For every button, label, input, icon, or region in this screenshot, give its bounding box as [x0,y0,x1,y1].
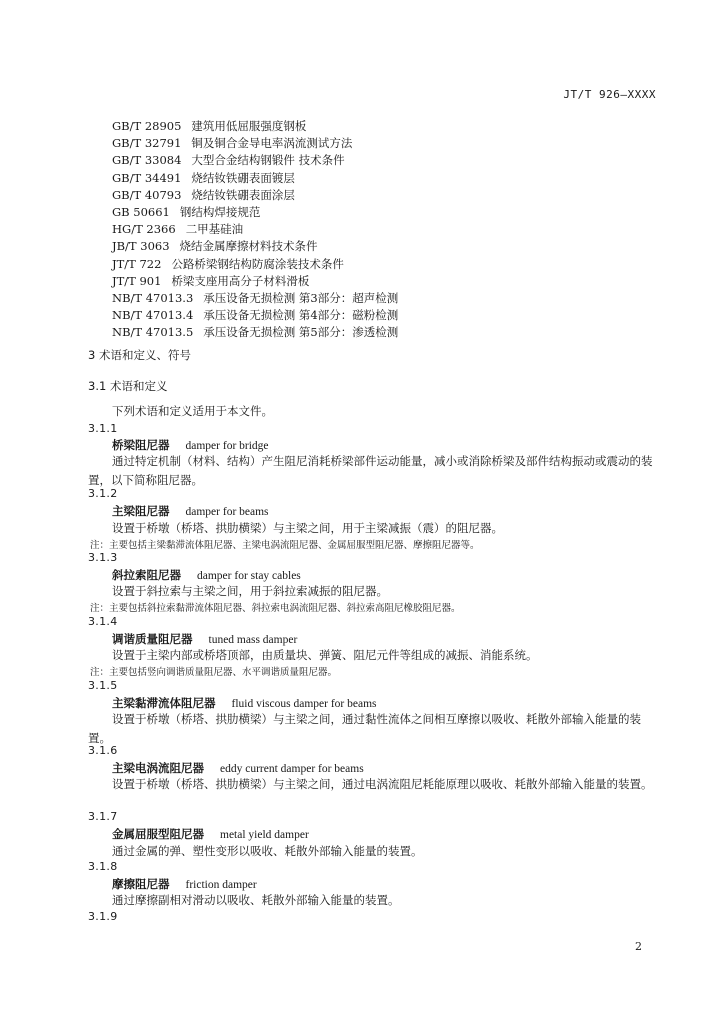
reference-code: NB/T 47013.3 [112,290,194,305]
reference-code: GB/T 40793 [112,187,182,202]
reference-item [112,170,398,187]
term-english: damper for stay cables [197,570,301,582]
section-heading: 3 术语和定义、符号 [88,348,191,362]
reference-code: JT/T 722 [112,256,162,271]
subsection-heading: 3.1 术语和定义 [88,379,168,393]
term-definition: 设置于斜拉索与主梁之间，用于斜拉索减振的阻尼器。 [112,584,388,598]
term-definition: 设置于桥墩（桥塔、拱肋横梁）与主梁之间，通过黏性流体之间相互摩擦以吸收、耗散外部输入能量的装置。 [88,712,641,745]
reference-item [112,324,398,341]
reference-item [112,238,398,255]
term-note: 注：主要包括主梁黏滞流体阻尼器、主梁电涡流阻尼器、金属屈服型阻尼器、摩擦阻尼器等。 [90,540,480,551]
term-definition: 设置于桥墩（桥塔、拱肋横梁）与主梁之间，通过电涡流阻尼耗能原理以吸收、耗散外部输入能量的装置。 [112,777,653,791]
reference-item [112,273,398,290]
term-number: 3.1.8 [88,860,118,873]
term-entry [112,437,269,453]
page-number: 2 [635,940,642,953]
intro-text: 下列术语和定义适用于本文件。 [112,404,273,418]
reference-code: NB/T 47013.5 [112,325,194,340]
reference-title: 烧结钕铁硼表面镀层 [191,170,295,185]
term-entry [112,826,309,842]
term-definition: 通过特定机制（材料、结构）产生阻尼消耗桥梁部件运动能量，减小或消除桥梁及部件结构振动或震动的装置，以下简称阻尼器。 [88,454,653,487]
reference-item [112,290,398,307]
reference-title: 大型合金结构钢锻件 技术条件 [191,153,345,168]
term-entry [112,876,257,892]
term-english: friction damper [185,879,257,891]
reference-item [112,204,398,221]
term-number: 3.1.1 [88,422,118,435]
normative-references-list [112,118,398,341]
term-number: 3.1.2 [88,487,118,500]
reference-code: NB/T 47013.4 [112,308,194,323]
term-number: 3.1.5 [88,679,118,692]
reference-title: 承压设备无损检测 第3部分：超声检测 [203,290,399,305]
term-entry [112,631,297,647]
reference-code: GB/T 34491 [112,170,182,185]
reference-title: 二甲基硅油 [185,222,244,237]
term-chinese: 调谐质量阻尼器 [112,632,193,646]
reference-title: 铜及铜合金导电率涡流测试方法 [191,136,353,151]
term-english: damper for bridge [185,440,269,452]
term-entry [112,567,301,583]
term-chinese: 主梁黏滞流体阻尼器 [112,696,216,710]
term-english: damper for beams [185,506,269,518]
reference-title: 烧结金属摩擦材料技术条件 [179,239,318,254]
reference-title: 烧结钕铁硼表面涂层 [191,187,295,202]
reference-code: GB/T 33084 [112,153,182,168]
reference-title: 承压设备无损检测 第4部分：磁粉检测 [203,308,399,323]
term-definition: 通过摩擦副相对滑动以吸收、耗散外部输入能量的装置。 [112,893,400,907]
document-id-header: JT/T 926—XXXX [563,88,656,101]
term-chinese: 斜拉索阻尼器 [112,568,181,582]
term-definition: 设置于主梁内部或桥塔顶部，由质量块、弹簧、阻尼元件等组成的减振、消能系统。 [112,648,538,662]
reference-item [112,135,398,152]
term-chinese: 主梁阻尼器 [112,504,170,518]
reference-item [112,118,398,135]
reference-code: GB/T 32791 [112,136,182,151]
term-chinese: 主梁电涡流阻尼器 [112,761,204,775]
term-english: eddy current damper for beams [220,763,364,775]
term-chinese: 摩擦阻尼器 [112,877,170,891]
reference-title: 桥梁支座用高分子材料滑板 [171,273,310,288]
term-entry [112,503,269,519]
term-number: 3.1.4 [88,615,118,628]
term-chinese: 桥梁阻尼器 [112,438,170,452]
term-entry [112,760,364,776]
reference-title: 钢结构焊接规范 [179,204,261,219]
term-number: 3.1.3 [88,551,118,564]
term-number: 3.1.7 [88,810,118,823]
reference-title: 承压设备无损检测 第5部分：渗透检测 [203,325,399,340]
reference-item [112,256,398,273]
term-english: metal yield damper [220,829,309,841]
reference-item [112,187,398,204]
reference-item [112,152,398,169]
term-note: 注：主要包括竖向调谐质量阻尼器、水平调谐质量阻尼器。 [90,667,338,678]
term-english: fluid viscous damper for beams [231,698,377,710]
reference-code: HG/T 2366 [112,222,176,237]
reference-code: JB/T 3063 [112,239,170,254]
term-definition: 通过金属的弹、塑性变形以吸收、耗散外部输入能量的装置。 [112,844,423,858]
reference-code: JT/T 901 [112,273,162,288]
reference-item [112,307,398,324]
reference-title: 建筑用低屈服强度钢板 [191,119,307,133]
reference-code: GB/T 28905 [112,119,182,133]
reference-item [112,221,398,238]
term-number: 3.1.9 [88,910,118,923]
term-chinese: 金属屈服型阻尼器 [112,827,204,841]
term-number: 3.1.6 [88,744,118,757]
term-english: tuned mass damper [208,634,298,646]
reference-code: GB 50661 [112,204,170,219]
term-note: 注：主要包括斜拉索黏滞流体阻尼器、斜拉索电涡流阻尼器、斜拉索高阻尼橡胶阻尼器。 [90,603,461,614]
term-definition: 设置于桥墩（桥塔、拱肋横梁）与主梁之间，用于主梁减振（震）的阻尼器。 [112,521,503,535]
term-entry [112,695,377,711]
reference-title: 公路桥梁钢结构防腐涂装技术条件 [171,256,344,271]
